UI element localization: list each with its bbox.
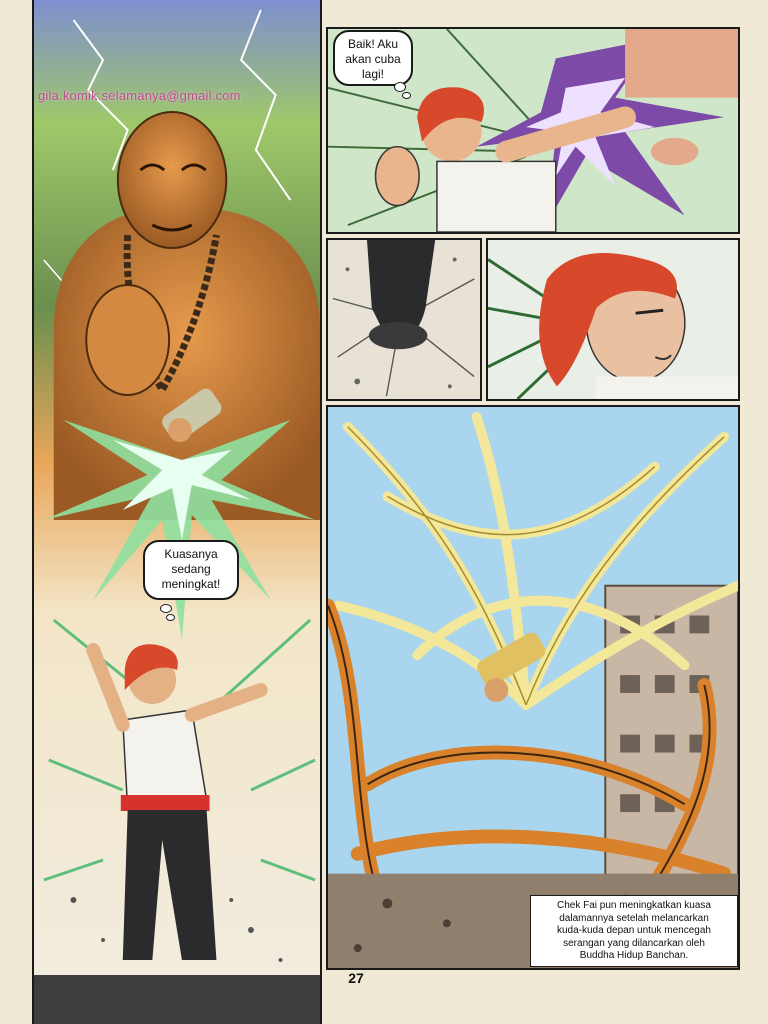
balloon-line: akan cuba — [345, 52, 401, 66]
energy-vortex-art — [328, 407, 738, 968]
balloon-tail-dot — [160, 604, 172, 613]
panel-energy-vortex — [326, 405, 740, 970]
caption-line: dalamannya setelah melancarkan — [559, 912, 709, 924]
panel-foot-stomp — [326, 238, 482, 401]
balloon-line: sedang — [171, 562, 211, 576]
balloon-tail-dot — [402, 92, 411, 99]
panel-monk-attack — [32, 0, 322, 1024]
narration-caption — [530, 895, 738, 967]
caption-line: kuda-kuda depan untuk mencegah — [556, 925, 711, 936]
balloon-line: Kuasanya — [164, 547, 218, 561]
balloon-tail-dot — [394, 82, 406, 92]
speech-balloon-hero — [333, 30, 413, 86]
monk-attack-art — [34, 0, 320, 1024]
watermark: gila.komik.selamanya@gmail.com — [38, 88, 241, 103]
caption-line: Buddha Hidup Banchan. — [579, 950, 689, 961]
caption-line: Chek Fai pun meningkatkan kuasa — [557, 900, 711, 911]
balloon-line: Baik! Aku — [347, 37, 399, 51]
panel-hero-closeup — [486, 238, 740, 401]
speech-balloon-monk-power — [143, 540, 239, 600]
hero-closeup-art — [488, 240, 738, 399]
balloon-line: lagi! — [361, 67, 384, 81]
foot-stomp-art — [328, 240, 480, 399]
balloon-line: meningkat! — [161, 577, 221, 591]
caption-line: serangan yang dilancarkan oleh — [563, 937, 705, 949]
page-number: 27 — [348, 970, 364, 986]
balloon-tail-dot — [166, 614, 175, 621]
